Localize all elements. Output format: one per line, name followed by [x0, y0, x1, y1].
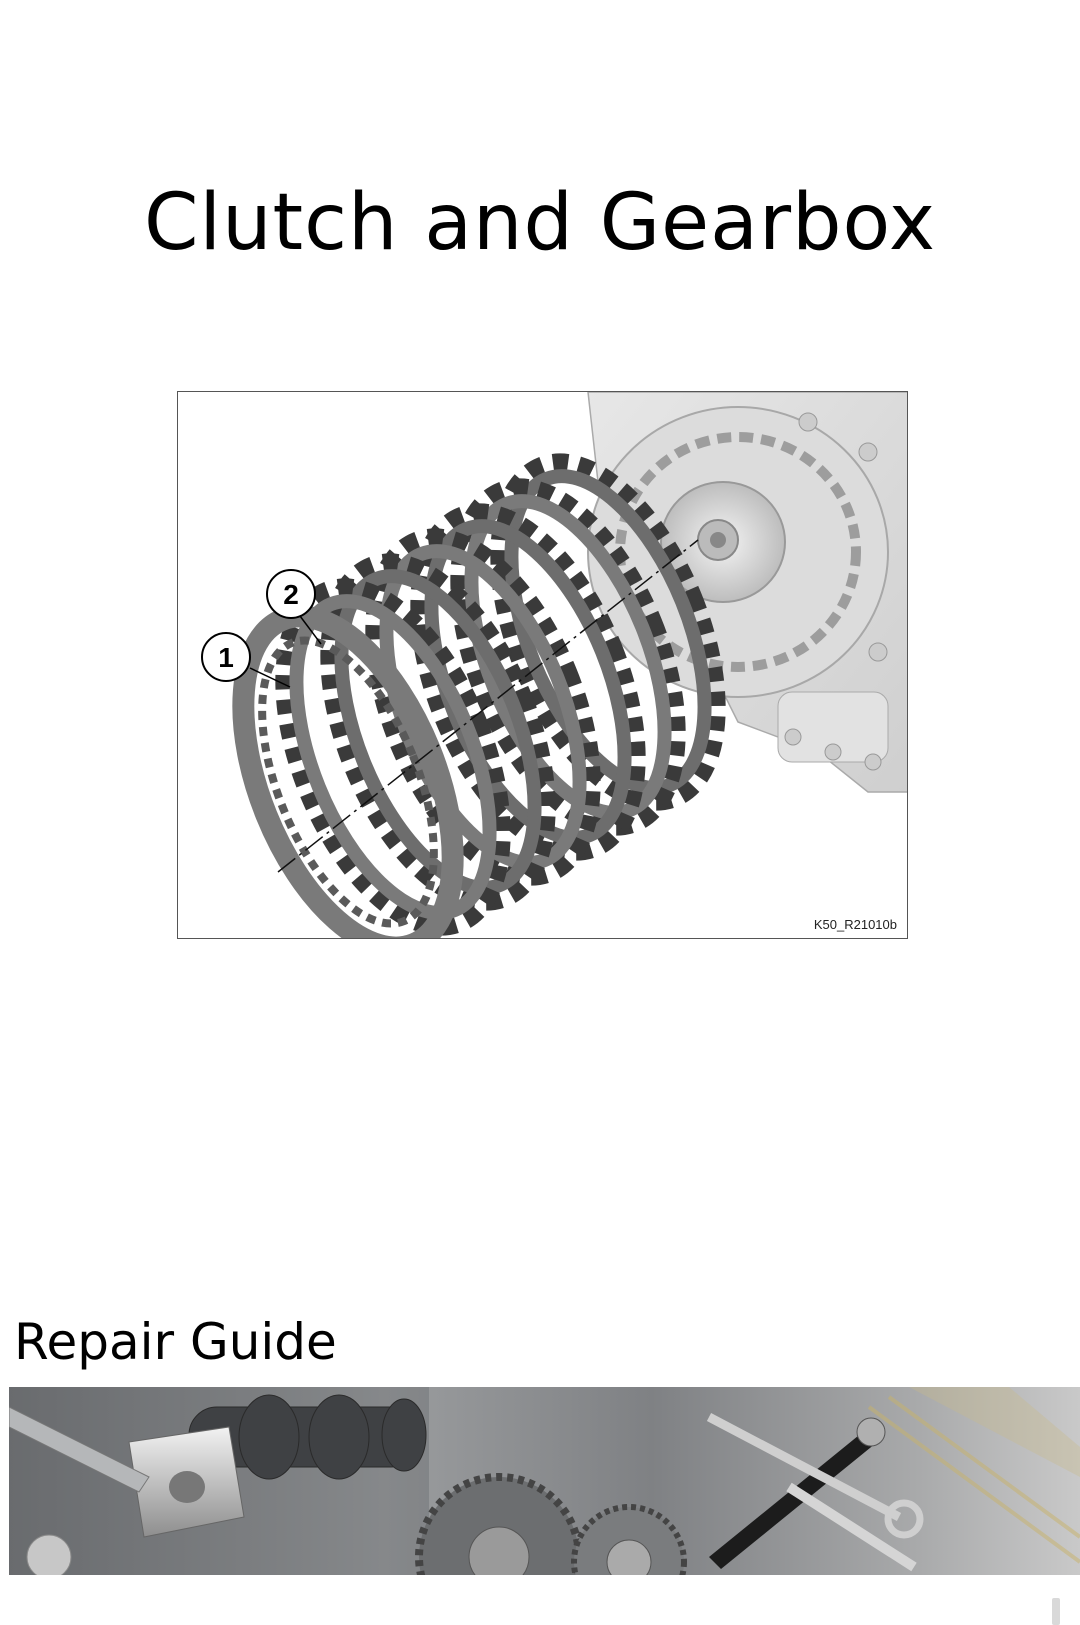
scrollbar-thumb[interactable]: [1052, 1598, 1060, 1625]
callout-1-label: 1: [218, 642, 234, 673]
clutch-diagram-figure: [177, 391, 908, 939]
section-heading: Repair Guide: [14, 1313, 337, 1371]
engine-parts-banner: [9, 1387, 1080, 1575]
figure-code: K50_R21010b: [813, 917, 897, 932]
gearbox-housing: [588, 392, 908, 792]
clutch-diagram: [178, 392, 908, 939]
callout-2-label: 2: [283, 579, 299, 610]
page-title: Clutch and Gearbox: [143, 178, 937, 268]
